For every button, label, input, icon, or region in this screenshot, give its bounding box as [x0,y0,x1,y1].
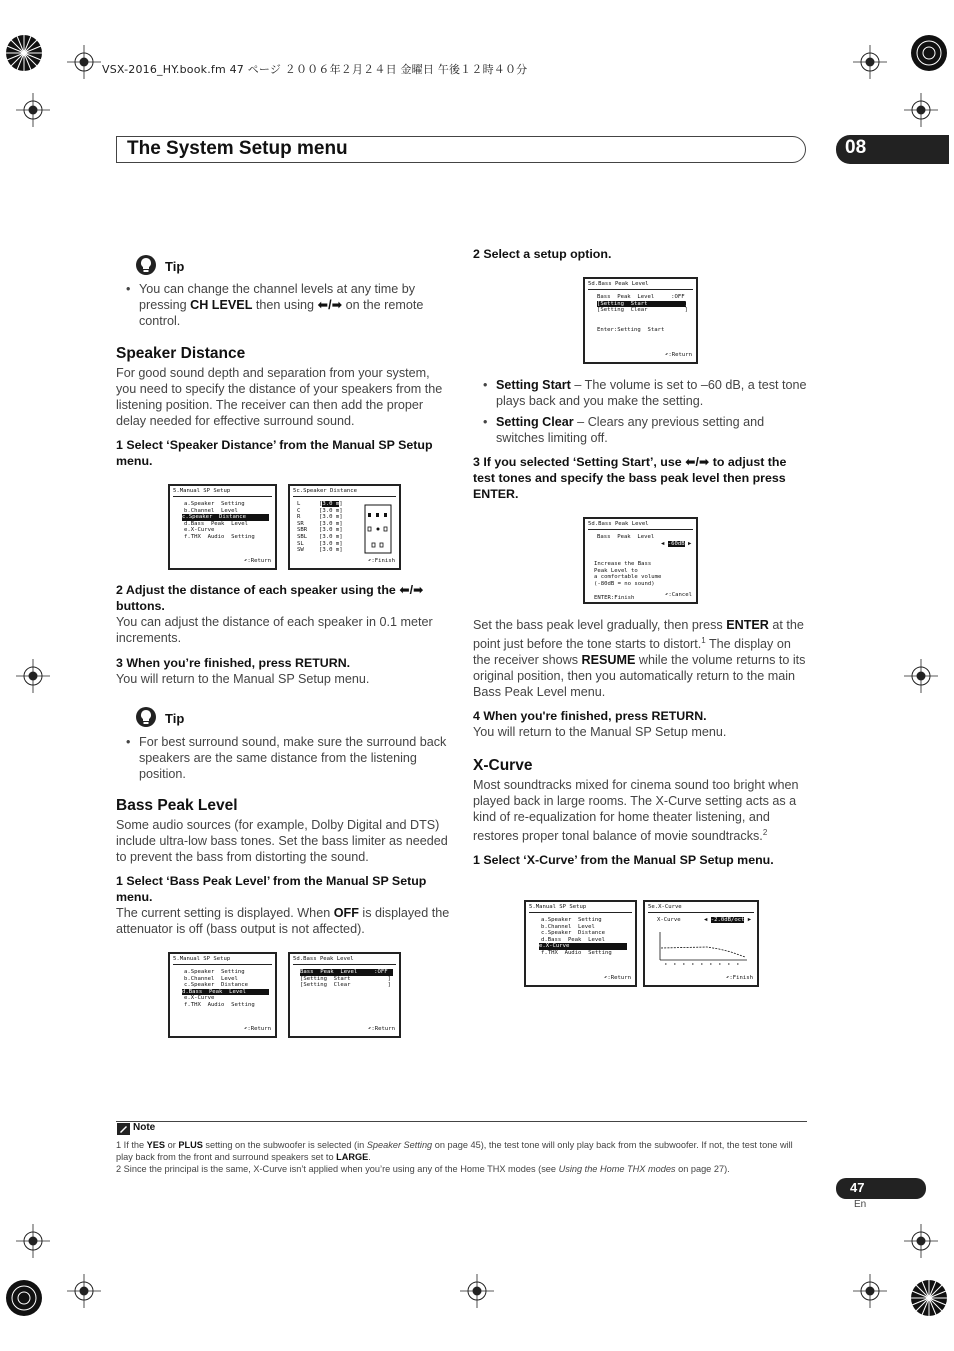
osd-manual-sp-setup: 5.Manual SP Setup a.Speaker Setting b.Channel Level c.Speaker Distance d.Bass Peak Level e.X-Curve f.THX Audio Setting ↶:Return [168,952,277,1038]
osd-manual-sp-setup: 5.Manual SP Setup a.Speaker Setting b.Channel Level c.Speaker Distance d.Bass Peak Level e.X-Curve f.THX Audio Setting ↶:Return [168,484,277,570]
osd-bass-peak-level-adjust: 5d.Bass Peak Level Bass Peak Level ◀ -60dB ▶ Increase the Bass Peak Level to a comfortable volume (-80dB = no sound) ENTER:Finish ↶:Cancel [583,517,698,604]
color-target-icon [5,1279,43,1317]
tip-heading: Tip [165,711,185,726]
speaker-distance-heading: Speaker Distance [116,345,246,362]
tip-text: • You can change the channel levels at any time by pressing CH LEVEL then using ⬅/➡ on the remote control. [116,281,452,329]
step-2: 2 Adjust the distance of each speaker using the ⬅/➡ buttons. [116,583,424,613]
registration-mark-icon [853,1274,887,1308]
tip-heading: Tip [165,259,185,274]
distance-row: SR [3.0 m] [297,520,343,527]
registration-mark-icon [904,659,938,693]
note-1: 1 If the YES or PLUS setting on the subwoofer is selected (in Speaker Setting on page 45), the test tone will only play back from the subwoofer. If not, the test tone will play back from the front and surround speakers set to LARGE. [116,1140,793,1162]
registration-mark-icon [853,45,887,79]
color-target-icon [910,34,948,72]
note-divider [116,1121,807,1122]
page-number-badge: 47 [836,1178,926,1199]
step-3-body: You will return to the Manual SP Setup menu. [116,672,370,686]
paragraph-bass-peak: Set the bass peak level gradually, then press ENTER at the point just before the tone starts to distort.$^1$ The display on the receiver shows RESUME while the volume returns to its original position, then you automatically return to the main Bass Peak Level menu. [473,618,806,700]
distance-row: R [3.0 m] [297,514,343,521]
registration-mark-icon [67,45,101,79]
x-curve-heading: X-Curve [473,757,533,774]
note-pencil-icon [117,1123,130,1135]
registration-mark-icon [904,93,938,127]
step-3: 3 If you selected ‘Setting Start’, use ⬅/➡ to adjust the test tones and specify the bass peak level then press ENTER. [473,455,787,501]
bass-peak-intro: Some audio sources (for example, Dolby Digital and DTS) include ultra-low bass tones. Set the bass limiter as needed to prevent the bass from distorting the sound. [116,818,448,864]
registration-mark-icon [904,1224,938,1258]
step-4: 4 When you're finished, press RETURN. [473,709,707,724]
x-curve-intro: Most soundtracks mixed for cinema sound too bright when played back in large rooms. The X-Curve setting acts as a kind of re-equalization for home theater listening, and restores proper tonal balance of movie soundtracks.$^2$ [473,778,799,844]
distance-row: L [3.0 m] [297,501,343,507]
speaker-distance-intro: For good sound depth and separation from your system, you need to specify the distance of your speakers from the listening position. The receiver can then add the proper delay needed for effective surround sound. [116,366,443,428]
x-curve-graph-icon [657,930,749,968]
step-1-body: The current setting is displayed. When OFF is displayed the attenuator is off (bass output is not affected). [116,906,450,936]
step-1: 1 Select ‘X-Curve’ from the Manual SP Setup menu. [473,853,774,868]
color-target-icon [910,1279,948,1317]
registration-mark-icon [460,1274,494,1308]
osd-bass-peak-level-menu: 5d.Bass Peak Level Bass Peak Level :OFF [Setting Start ] [Setting Clear ] Enter:Setting Start ↶:Return [583,277,698,364]
distance-row: SBR [3.0 m] [297,527,343,534]
tip-text: • For best surround sound, make sure the surround back speakers are the same distance from the listening position. [116,734,452,782]
bass-peak-heading: Bass Peak Level [116,797,238,814]
chapter-tab [836,135,949,164]
distance-row: SL [3.0 m] [297,540,343,547]
osd-x-curve: 5e.X-Curve X-Curve ◀ -2.0dB/oct ▶ ↶:Finish [643,900,759,987]
section-title-bar [116,136,806,163]
distance-row: C [3.0 m] [297,507,343,514]
lightbulb-tip-icon [134,706,158,730]
section-title: The System Setup menu [127,138,348,159]
distance-row: SBL [3.0 m] [297,534,343,540]
step-3: 3 When you’re finished, press RETURN. [116,656,351,670]
page-language: En [854,1199,867,1210]
step-1: 1 Select ‘Bass Peak Level’ from the Manual SP Setup menu. [116,874,427,904]
registration-mark-icon [16,1224,50,1258]
step-1: 1 Select ‘Speaker Distance’ from the Manual SP Setup menu. [116,438,433,468]
note-2: 2 Since the principal is the same, X-Curve isn’t applied when you’re using any of the Home THX modes (see Using the Home THX modes on page 27). [116,1164,730,1174]
registration-mark-icon [16,93,50,127]
distance-row: SW [3.0 m] [297,547,343,554]
osd-bass-peak-level: 5d.Bass Peak Level Bass Peak Level :OFF [Setting Start ] [Setting Clear ] ↶:Return [288,952,401,1038]
step-2: 2 Select a setup option. [473,247,612,261]
bullet-setting-start: • Setting Start – The volume is set to –60 dB, a test tone plays back and you make the setting. [473,377,809,409]
book-file-info: VSX-2016_HY.book.fm 47 ページ ２００６年２月２４日 金曜日 午後１２時４０分 [102,63,528,76]
speaker-layout-icon [364,504,392,554]
registration-mark-icon [16,659,50,693]
osd-speaker-distance: 5c.Speaker Distance L [3.0 m] C [3.0 m] R [3.0 m] SR [3.0 m] SBR [3.0 m] SBL [3.0 m] SL [3.0 m] SW [3.0 m] ↶:Finish [288,484,401,570]
note-label: Note [133,1122,156,1133]
lightbulb-tip-icon [134,254,158,278]
registration-mark-icon [67,1274,101,1308]
bullet-setting-clear: • Setting Clear – Clears any previous setting and switches limiting off. [473,414,809,446]
step-4-body: You will return to the Manual SP Setup menu. [473,725,727,740]
osd-manual-sp-setup: 5.Manual SP Setup a.Speaker Setting b.Channel Level c.Speaker Distance d.Bass Peak Level e.X-Curve f.THX Audio Setting ↶:Return [524,900,637,987]
step-2-body: You can adjust the distance of each speaker in 0.1 meter increments. [116,615,433,645]
color-target-icon [5,34,43,72]
chapter-number: 08 [845,137,867,158]
